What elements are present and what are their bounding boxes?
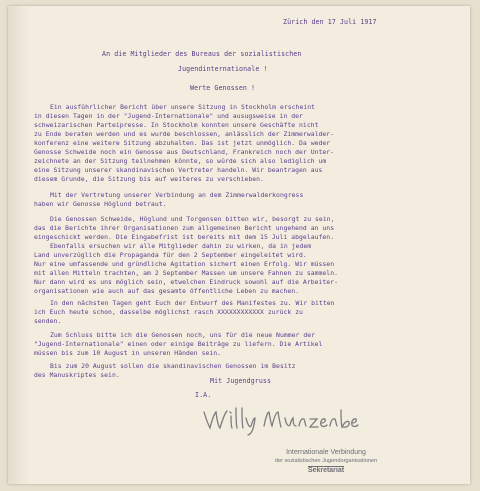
ia-line: I.A. — [195, 391, 212, 399]
paper-stain — [8, 6, 30, 484]
date-line: Zürich den 17 Juli 1917 — [283, 18, 377, 26]
body-line: Zum Schluss bitte ich die Genossen noch, uns für die neue Nummer der — [50, 331, 316, 339]
body-line: In den nächsten Tagen geht Euch der Entwurf des Manifestes zu. Wir bitten — [50, 299, 335, 307]
body-line: Nur eine umfassende und gründliche Agitation sichert einen Erfolg. Wir müssen — [34, 260, 335, 268]
body-line: Ein ausführlicher Bericht über unsere Sitzung in Stockholm erscheint — [50, 103, 316, 111]
body-line: zeichnete an der Sitzung teilnehmen könnte, so würde sich also lediglich um — [34, 157, 327, 165]
body-line: senden. — [34, 317, 62, 325]
body-line: zu Ende beraten werden und es wurde beschlossen, anlässlich der Zimmerwalder- — [34, 130, 335, 138]
body-line: konferenz eine weitere Sitzung abzuhalten. Das ist jetzt unmöglich. Da weder — [34, 139, 331, 147]
salutation: Werte Genossen ! — [190, 84, 256, 92]
body-line: Land unverzüglich die Propaganda für den 2 September eingeleitet wird. — [34, 251, 307, 259]
body-line: haben wir Genosse Höglund betraut. — [34, 200, 167, 208]
body-line: mit allen Mitteln trachten, am 2 September Massen um unsere Fahnen zu sammeln. — [34, 269, 339, 277]
address-line-2: Jugendinternationale ! — [178, 65, 268, 73]
body-line: schweizarischen Parteipresse. In Stockholm konnten unsere Geschäfte nicht — [34, 121, 319, 129]
body-line: eine Sitzung unserer skandinavischen Vertreter handeln. Wir beantragen aus — [34, 166, 323, 174]
body-line: Mit der Vertretung unserer Verbindung an dem Zimmerwalderkongress — [50, 191, 304, 199]
body-line: Ebenfalls ersuchen wir alle Mitglieder dahin zu wirken, da in jedem — [50, 242, 312, 250]
stamp-line-1: Internationale Verbindung — [286, 449, 366, 456]
body-line: das die Berichte ihrer Organisationen zum allgemeinen Bericht ungehend an uns — [34, 224, 335, 232]
address-line-1: An die Mitglieder des Bureaus der sozialistischen — [102, 50, 302, 58]
organization-stamp — [257, 448, 395, 488]
body-line: des Manuskriptes sein. — [34, 371, 120, 379]
closing: Mit Jugendgruss — [210, 377, 272, 385]
body-line: Nur dann wird es uns möglich sein, etwelchen Eindruck sowohl auf die Arbeiter- — [34, 278, 339, 286]
body-line: eingeschickt werden. Die Eingabefrist ist bereits mit dem 15 Juli abgelaufen. — [34, 233, 335, 241]
body-line: in diesen Tagen in der "Jugend-Internationale" und ausugsweise in der — [34, 112, 303, 120]
signature — [198, 402, 368, 436]
body-line: diesem Grunde, die Sitzung bis auf weiteres zu verschieben. — [34, 175, 264, 183]
body-line: ich Euch heute schon, dasselbe möglichst rasch XXXXXXXXXXXX zurück zu — [34, 308, 303, 316]
body-line: müssen bis zum 10 August in unseren Händen sein. — [34, 349, 222, 357]
stamp-line-2: der sozialistischen Jugendorganisationen — [274, 458, 378, 464]
body-line: "Jugend-Internationale" einen oder einige Beiträge zu liefern. Die Artikel — [34, 340, 323, 348]
body-line: organisationen wie auch auf das gesamte öffentliche Leben zu machen. — [34, 287, 300, 295]
body-line: Genosse Schweide noch ein Genosse aus Deutschland, Frankreich noch der Unter- — [34, 148, 335, 156]
stamp-line-3: Sekretariat — [307, 467, 345, 474]
body-line: Die Genossen Schweide, Höglund und Torgensen bitten wir, besorgt zu sein, — [50, 215, 335, 223]
body-line: Bis zum 20 August sollen die skandinavischen Genossen im Besitz — [50, 362, 296, 370]
